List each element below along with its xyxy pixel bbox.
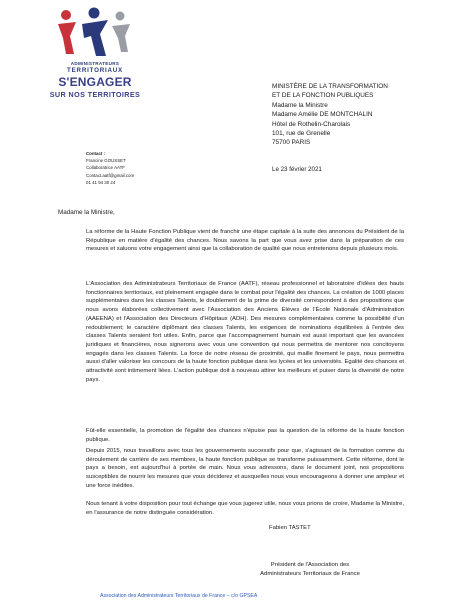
contact-email: Contact.aatf@gmail.com [86, 172, 135, 178]
recipient-line: MINISTÈRE DE LA TRANSFORMATION [272, 83, 388, 90]
letter-date: Le 23 février 2021 [272, 166, 322, 173]
body-paragraph: L'Association des Administrateurs Territoriaux de France (AATF), réseau professionnel et laboratoire d'idées des hauts fonctionnaires territoriaux, est pleinement engagée dans le combat pour l'égalité des chances. La création de 1000 places supplémentaires dans les classes Talents, le doublement de la prime de diversité correspondent à des propositions que nous avons élaborées collectivement avec l'Association des Anciens Elèves de l'École Nationale d'Administration (AAEENA) et l'Association des Directeurs d'Hôpitaux (ADH). Des mesures complémentaires comme la possibilité d'un redoublement; le caractère diplômant des classes Talents, les exigences de nominations équilibrées à l'entrée des classes Talents seraient fort utiles. Enfin, parce que l'accompagnement humain est aussi important que les avancées juridiques et financières, nous signerons avec vous une convention qui nous permettra de mentorer nos concitoyens engagés dans les classes Talents. La force de notre réseau de proximité, qui maille finement le pays, nous permettra aussi d'aller valoriser les concours de la haute fonction publique dans les lycées et les universités. Egalité des chances et attractivité sont intimement liées. L'action publique doit à nouveau attirer les meilleurs et puiser dans la diversité de notre pays. [86, 281, 404, 383]
contact-name: Francine GOUSSET [86, 158, 126, 164]
salutation: Madame la Ministre, [58, 209, 115, 216]
logo-tagline2: SUR NOS TERRITOIRES [49, 90, 141, 99]
recipient-line: Madame la Ministre [272, 101, 328, 109]
contact-title: Contact : [86, 151, 106, 156]
signatory-title [230, 561, 390, 578]
recipient-line: Madame Amélie DE MONTCHALIN [272, 111, 373, 119]
recipient-line: 101, rue de Grenelle [272, 130, 331, 138]
footer-text: Association des Administrateurs Territoriaux de France – c/o GPSEA [100, 593, 258, 599]
body-paragraph: Nous tenant à votre disposition pour tout échange que vous jugerez utile, nous vous prions de croire, Madame la Ministre, en l'assurance de notre distinguée considération. [86, 501, 404, 516]
signatory-title-line1: Président de l'Association des [270, 562, 350, 568]
aatf-logo [40, 6, 150, 112]
body-paragraph: La réforme de la Haute Fonction Publique vient de franchir une étape capitale à la suite des annonces du Président de la République en matière d'égalité des chances. Nous savons la part que vous avez prise dans la préparation de ces mesures et saluons votre engagement ainsi que la collaboration de qualité que nous entretenons depuis plusieurs mois. [86, 229, 404, 253]
recipient-line: 75700 PARIS [272, 139, 311, 147]
contact-role: Collaboratrice AATF [86, 165, 125, 171]
logo-org-line1: ADMINISTRATEURS [70, 61, 120, 66]
recipient-line: ET DE LA FONCTION PUBLIQUES [272, 92, 374, 100]
signatory-name: Fabien TASTET [269, 525, 311, 531]
logo-org-line2: TERRITORIAUX [67, 67, 123, 74]
contact-phone: 01 41 94 30 24 [86, 179, 116, 185]
recipient-address [272, 82, 388, 148]
contact-block [86, 150, 134, 186]
logo-tagline1: S'ENGAGER [58, 75, 132, 89]
body-paragraph: Fût-elle essentielle, la promotion de l'égalité des chances n'épuise pas la question de la réforme de la haute fonction publique. [86, 428, 404, 443]
signatory-title-line2: Administrateurs Territoriaux de France [260, 570, 360, 577]
recipient-line: Hôtel de Rothelin-Charolais [272, 120, 351, 128]
body-paragraph: Depuis 2015, nous travaillons avec tous les gouvernements successifs pour que, s'agissant de la formation comme du déroulement de carrière de ses membres, la haute fonction publique se transforme puissamment. Cette réforme, dont le pays a besoin, est aujourd'hui à portée de main. Nous vous adressons, dans le document joint, nos propositions susceptibles de nourrir les mesures que vous déciderez et auxquelles nous vous encourageons à donner une ampleur et une force inédites. [86, 448, 404, 489]
